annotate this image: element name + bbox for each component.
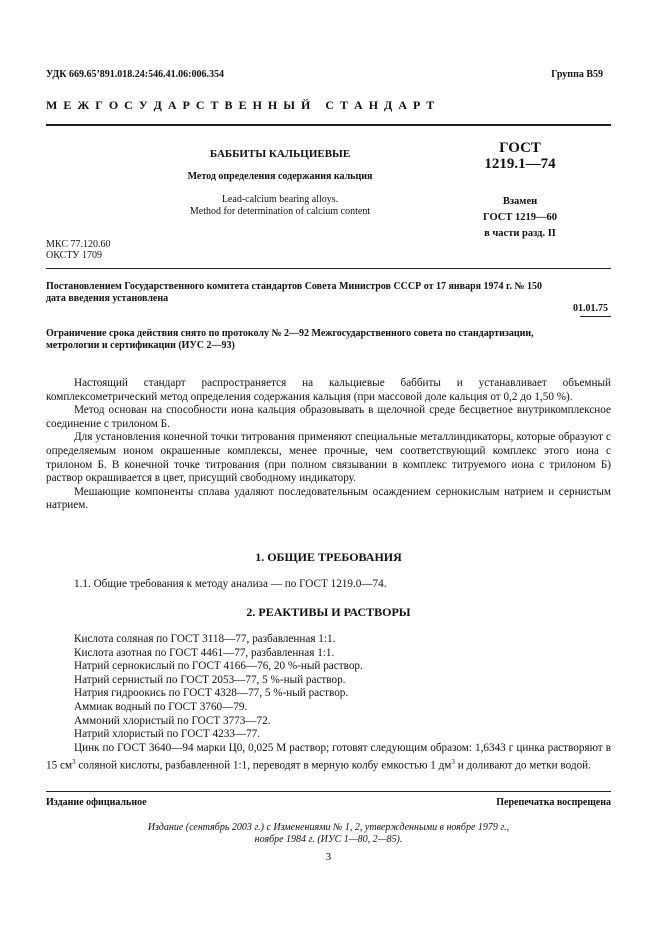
zinc-solution-paragraph [46,742,611,773]
zinc-text-part3: и доливают до метки водой. [454,759,591,772]
intro-paragraph-1: Настоящий стандарт распространяется на кальциевые баббиты и устанавливает объемный комплексометрический метод определения содержания кальция (при массовой доле кальция от 0,2 до 1,50 %). [46,377,611,403]
header-divider [46,124,611,126]
edition-note-line1: Издание (сентябрь 2003 г.) с Изменениями № 1, 2, утвержденными в ноябре 1979 г., [147,822,510,833]
reagent-item: Натрий хлористый по ГОСТ 4233—77. [74,728,261,741]
intro-paragraph-4: Мешающие компоненты сплава удаляют последовательным осаждением сернокислым натрием и сернистым натрием. [46,485,611,512]
section1-heading: 1. ОБЩИЕ ТРЕБОВАНИЯ [255,550,402,564]
reagent-item: Кислота соляная по ГОСТ 3118—77, разбавленная 1:1. [74,633,336,645]
intro-paragraph-2: Метод основан на способности иона кальция образовывать в щелочной среде бесцветное внутрикомплексное соединение с трилоном Б. [46,404,611,430]
udk-code: УДК 669.65’891.018.24:546.41.06:006.354 [46,69,224,80]
intro-section [46,377,611,513]
zinc-superscript-2: 3 [451,757,455,766]
english-title-line1: Lead-calcium bearing alloys. [221,194,339,205]
okstu-code: ОКСТУ 1709 [46,250,103,261]
mks-code: МКС 77.120.60 [46,239,111,250]
codes-divider [46,268,611,269]
gost-number: 1219.1—74 [484,156,556,172]
decree-line2: дата введения установлена [46,293,169,304]
footer-divider [46,791,611,792]
classification-codes [46,239,110,261]
english-title-line2: Method for determination of calcium content [189,206,371,217]
replace-line1: Взамен [502,196,538,207]
reprint-prohibited-label: Перепечатка воспрещена [496,797,611,808]
intro-paragraph-3: Для установления конечной точки титрования применяют специальные металлиндикаторы, которые образуют с определяемым ионом окрашенные комплексы, менее прочные, чем соответствующий комплекс этого иона с трилоном Б. В конечной точке титрования (при полном связывании в комплекс титруемого иона с трилоном Б) раствор окрашивается в цвет, присущий свободному индикатору. [46,431,611,485]
title-block [120,148,440,217]
section1-text: 1.1. Общие требования к методу анализа — по ГОСТ 1219.0—74. [74,578,387,590]
zinc-text-part1: Цинк по ГОСТ 3640—94 марки Ц0, 0,025 М раствор; готовят следующим образом: 1,6343 г цинка растворяют в 15 см [46,742,611,772]
decree-line1: Постановлением Государственного комитета стандартов Совета Министров СССР от 17 января 1974 г. № 150 [46,281,543,292]
reagent-item: Кислота азотная по ГОСТ 4461—77, разбавленная 1:1. [74,646,335,659]
official-edition-label: Издание официальное [46,797,147,808]
gost-label: ГОСТ [499,140,541,156]
reagent-item: Аммоний хлористый по ГОСТ 3773—72. [74,714,271,727]
group-code: Группа В59 [551,69,603,80]
document-title: БАББИТЫ КАЛЬЦИЕВЫЕ [209,148,351,160]
introduction-date: 01.01.75 [573,303,608,314]
replacement-block [460,194,580,242]
date-underline [580,316,611,317]
reagents-list [74,633,363,742]
interstate-standard-banner: М Е Ж Г О С У Д А Р С Т В Е Н Н Ы Й С Т А Н Д А Р Т [46,98,436,112]
decree-block [46,281,611,305]
section2-heading: 2. РЕАКТИВЫ И РАСТВОРЫ [246,605,411,619]
edition-note-line2: ноябре 1984 г. (ИУС 1—80, 2—85). [254,834,403,845]
gost-block [460,140,580,173]
document-subtitle: Метод определения содержания кальция [187,171,373,182]
replace-line2: ГОСТ 1219—60 [483,212,557,223]
reagent-item: Натрий сернистый по ГОСТ 2053—77, 5 %-ный раствор. [74,673,346,686]
reagent-item: Натрий сернокислый по ГОСТ 4166—76, 20 %-ный раствор. [74,660,363,673]
reagent-item: Натрия гидроокись по ГОСТ 4328—77, 5 %-ный раствор. [74,687,349,700]
page-number: 3 [325,851,332,863]
limitation-line2: метрологии и сертификации (ИУС 2—93) [46,340,235,351]
zinc-superscript-1: 3 [72,757,76,766]
zinc-text-part2: соляной кислоты, разбавленной 1:1, переводят в мерную колбу емкостью 1 дм [75,759,452,772]
limitation-block [46,328,611,352]
reagent-item: Аммиак водный по ГОСТ 3760—79. [74,700,248,713]
edition-note [46,822,611,846]
replace-line3: в части разд. II [484,228,556,239]
limitation-line1: Ограничение срока действия снято по протоколу № 2—92 Межгосударственного совета по стандартизации, [46,328,534,339]
